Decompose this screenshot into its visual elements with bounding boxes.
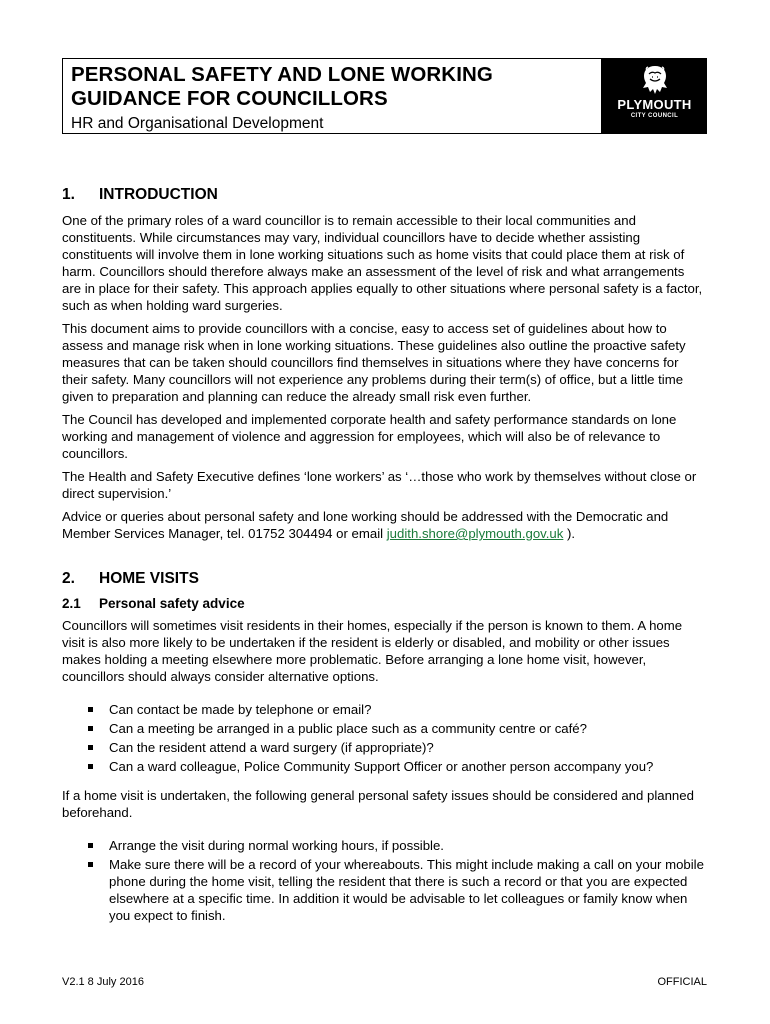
contact-email-link[interactable]: judith.shore@plymouth.gov.uk	[386, 526, 564, 541]
footer-version: V2.1 8 July 2016	[62, 976, 144, 988]
contact-text: Advice or queries about personal safety and lone working should be addressed with the Democratic and Member Services Manager, tel. 01752 304494 or email	[62, 509, 669, 541]
section-1-number: 1.	[62, 186, 75, 203]
lion-crest-icon	[638, 64, 672, 96]
section-2-title: HOME VISITS	[99, 570, 199, 587]
list-item: Arrange the visit during normal working hours, if possible.	[88, 837, 707, 854]
section-2-number: 2.	[62, 570, 75, 587]
bullet-icon	[88, 862, 93, 867]
section-1-title: INTRODUCTION	[99, 186, 218, 203]
logo-name: PLYMOUTH	[617, 97, 692, 112]
list-item: Can the resident attend a ward surgery (if appropriate)?	[88, 739, 707, 756]
section-1-heading	[62, 186, 707, 204]
list-item: Can a meeting be arranged in a public place such as a community centre or café?	[88, 720, 707, 737]
section-2-heading	[62, 570, 707, 588]
bullet-icon	[88, 745, 93, 750]
intro-paragraph-1: One of the primary roles of a ward councillor is to remain accessible to their local communities and constituents. While circumstances may vary, individual councillors have to decide whether assisting constituents will involve them in lone working situations such as home visits that could place them at risk of harm. Councillors should therefore always make an assessment of the level of risk and what arrangements are in place for their safety. This approach applies equally to other situations where personal safety is a factor, such as when holding ward surgeries.	[62, 213, 703, 313]
document-title	[71, 63, 593, 111]
planning-list	[62, 837, 707, 924]
document-body	[62, 186, 707, 936]
subsection-2-1-number: 2.1	[62, 596, 81, 611]
title-box	[62, 58, 602, 134]
contact-paragraph	[62, 508, 707, 542]
bullet-icon	[88, 843, 93, 848]
title-line-2: GUIDANCE FOR COUNCILLORS	[71, 87, 388, 110]
document-subtitle: HR and Organisational Development	[71, 115, 324, 132]
logo-subtitle: CITY COUNCIL	[630, 113, 679, 119]
list-item: Can a ward colleague, Police Community Support Officer or another person accompany you?	[88, 758, 707, 775]
bullet-icon	[88, 726, 93, 731]
bullet-icon	[88, 707, 93, 712]
contact-end: ).	[563, 526, 576, 541]
list-item: Make sure there will be a record of your whereabouts. This might include making a call on your mobile phone during the home visit, telling the resident that there is such a record or that you are expected elsewhere at a specific time. In addition it would be advisable to let colleagues or family know when you expect to finish.	[88, 856, 707, 924]
intro-paragraph-3: The Council has developed and implemented corporate health and safety performance standards on lone working and management of violence and aggression for employees, which will also be of relevance to councillors.	[62, 412, 677, 461]
home-visits-intro: Councillors will sometimes visit residents in their homes, especially if the person is known to them. A home visit is also more likely to be undertaken if the resident is elderly or disabled, and mobility or other issues makes holding a meeting elsewhere more problematic. Before arranging a lone home visit, however, councillors should always consider alternative options.	[62, 618, 683, 684]
bullet-icon	[88, 764, 93, 769]
title-line-1: PERSONAL SAFETY AND LONE WORKING	[71, 63, 493, 86]
subsection-2-1-heading	[62, 596, 707, 611]
subsection-2-1-title: Personal safety advice	[99, 596, 245, 611]
planning-intro: If a home visit is undertaken, the following general personal safety issues should be considered and planned beforehand.	[62, 788, 694, 820]
footer-classification: OFFICIAL	[657, 976, 707, 988]
plymouth-logo	[602, 58, 707, 134]
intro-paragraph-2: This document aims to provide councillors with a concise, easy to access set of guidelines about how to assess and manage risk when in lone working situations. These guidelines also outline the proactive safety measures that can be taken should councillors find themselves in situations where they have concerns for their safety. Many councillors will not experience any problems during their term(s) of office, but a little time given to preparation and planning can reduce the already small risk even further.	[62, 321, 686, 404]
alternatives-list	[62, 701, 707, 775]
list-item: Can contact be made by telephone or email?	[88, 701, 707, 718]
intro-paragraph-4: The Health and Safety Executive defines ‘lone workers’ as ‘…those who work by themselves without close or direct supervision.’	[62, 469, 697, 501]
